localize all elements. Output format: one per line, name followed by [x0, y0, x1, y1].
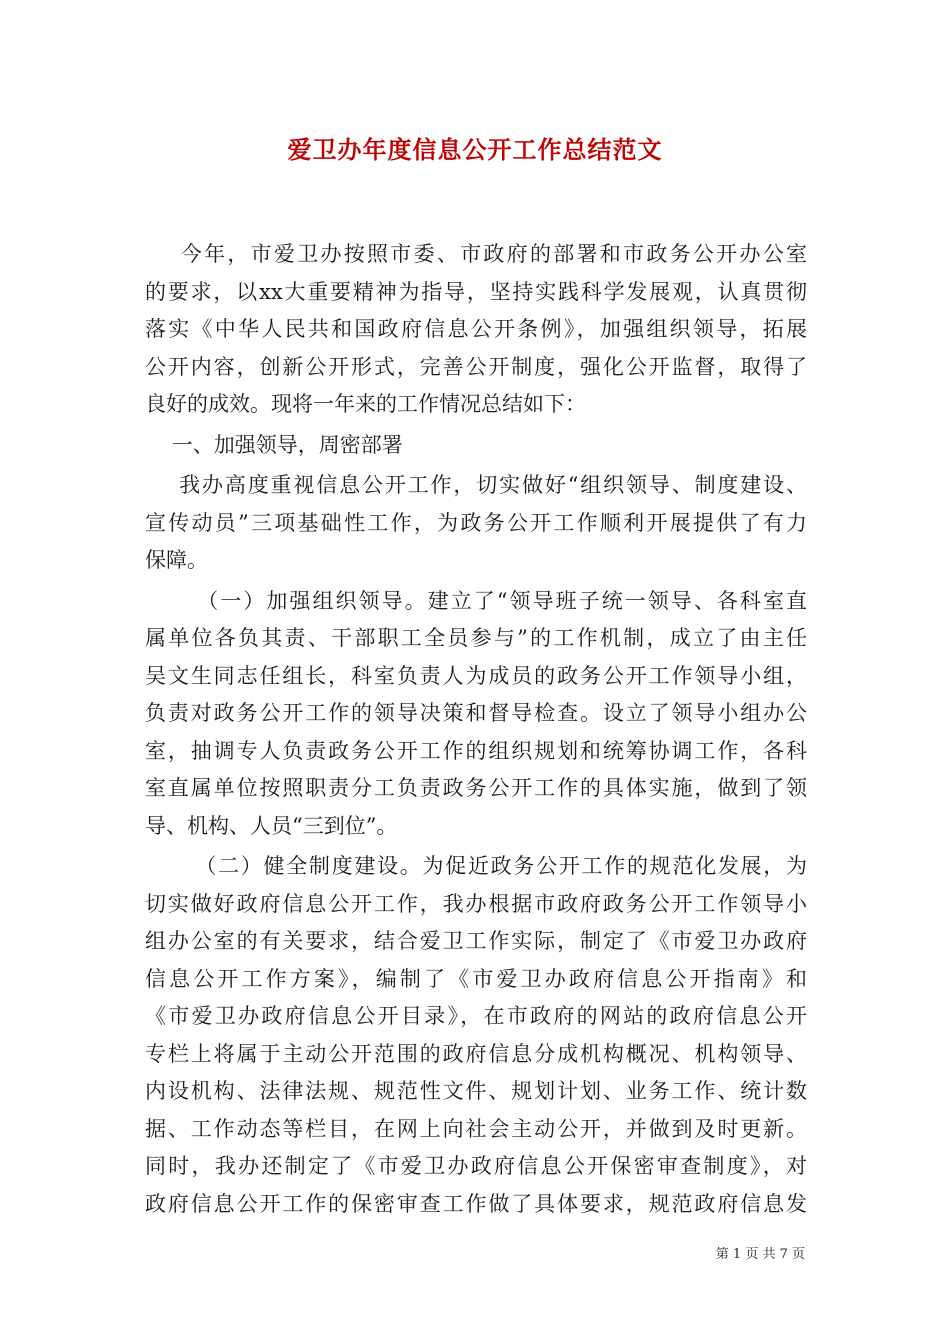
paragraph-line: 室，抽调专人负责政务公开工作的组织规划和统筹协调工作，各科 — [145, 738, 807, 763]
paragraph-line: 的要求，以xx大重要精神为指导，坚持实践科学发展观，认真贯彻 — [145, 279, 807, 304]
paragraph-line: 《市爱卫办政府信息公开目录》，在市政府的网站的政府信息公开 — [145, 1004, 807, 1028]
paragraph-line: 室直属单位按照职责分工负责政务公开工作的具体实施，做到了领 — [145, 776, 807, 800]
paragraph — [145, 848, 807, 1223]
paragraph-line: 负责对政务公开工作的领导决策和督导检查。设立了领导小组办公 — [145, 701, 807, 725]
paragraph-line: 我办高度重视信息公开工作，切实做好“组织领导、制度建设、 — [145, 473, 807, 497]
page-footer: 第 1 页 共 7 页 — [715, 1247, 805, 1262]
document-title: 爱卫办年度信息公开工作总结范文 — [287, 136, 663, 164]
paragraph-line: 公开内容，创新公开形式，完善公开制度，强化公开监督，取得了 — [145, 354, 807, 379]
paragraph-line: 据、工作动态等栏目，在网上向社会主动公开，并做到及时更新。 — [145, 1116, 807, 1141]
paragraph — [145, 583, 807, 846]
paragraph-line: 吴文生同志任组长，科室负责人为成员的政务公开工作领导小组， — [145, 663, 807, 688]
paragraph-line: 属单位各负其责、干部职工全员参与”的工作机制，成立了由主任 — [145, 626, 807, 650]
paragraph — [145, 467, 807, 580]
paragraph-line: 内设机构、法律法规、规范性文件、规划计划、业务工作、统计数 — [145, 1079, 807, 1103]
paragraph-line: 保障。 — [145, 548, 208, 572]
paragraph-line: 切实做好政府信息公开工作，我办根据市政府政务公开工作领导小 — [145, 891, 807, 916]
paragraph-line: 同时，我办还制定了《市爱卫办政府信息公开保密审查制度》，对 — [145, 1154, 807, 1178]
paragraph-line: 良好的成效。现将一年来的工作情况总结如下： — [145, 392, 586, 416]
paragraph-line: 信息公开工作方案》，编制了《市爱卫办政府信息公开指南》和 — [145, 966, 807, 991]
paragraph-line: 一、加强领导，周密部署 — [145, 432, 403, 457]
paragraph-line: 政府信息公开工作的保密审查工作做了具体要求，规范政府信息发 — [145, 1191, 807, 1216]
paragraph-line: （二）健全制度建设。为促近政务公开工作的规范化发展，为 — [145, 854, 807, 878]
paragraph — [145, 236, 807, 424]
paragraph-line: 宣传动员”三项基础性工作，为政务公开工作顺利开展提供了有力 — [145, 510, 807, 535]
paragraph — [145, 427, 807, 465]
paragraph-line: 落实《中华人民共和国政府信息公开条例》，加强组织领导，拓展 — [145, 317, 807, 341]
paragraph-line: 导、机构、人员“三到位”。 — [145, 813, 398, 838]
paragraph-line: 专栏上将属于主动公开范围的政府信息分成机构概况、机构领导、 — [145, 1041, 807, 1066]
document-body — [145, 236, 807, 1223]
paragraph-line: 今年，市爱卫办按照市委、市政府的部署和市政务公开办公室 — [145, 242, 807, 266]
paragraph-line: （一）加强组织领导。建立了“领导班子统一领导、各科室直 — [145, 588, 807, 613]
paragraph-line: 组办公室的有关要求，结合爱卫工作实际，制定了《市爱卫办政府 — [145, 929, 807, 953]
